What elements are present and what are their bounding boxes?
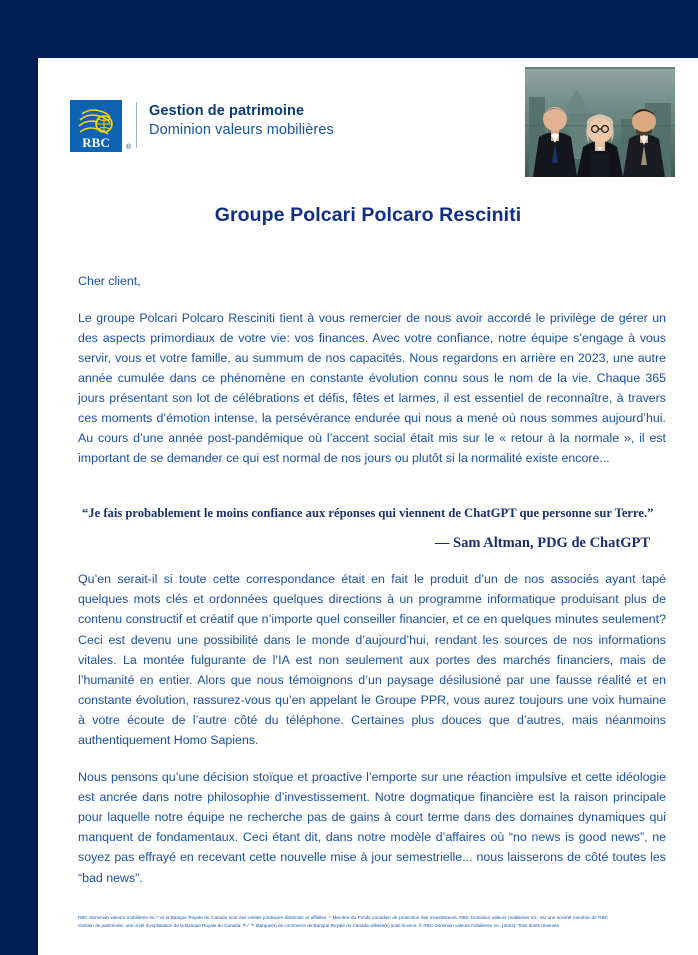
paragraph-ai: Qu’en serait-il si toute cette correspondance était en fait le produit d’un de nos associés ayant tapé quelques mots clés et ordonnées quelques directions à un programme informatique produisant plus de contenu constructif et créatif que n’importe quel conseiller financier, et ce en quelques minutes seulement? Ceci est devenu une possibilité dans le monde d’aujourd’hui, rendant les sources de nos informations vitales. La montée fulgurante de l’IA est non seulement aux portes des marchés financiers, mais de l’humanité en entier. Alors que nous témoignons d’un paysage désilusioné par une fausse réalité et en constante évolution, rassurez-vous qu’en appelant le Groupe PPR, vous aurez toujours une voix humaine à votre écoute de l’autre côté du téléphone. Certaines plus douces que d’autres, mais néanmoins authentiquement Homo Sapiens.	[78, 572, 666, 747]
quote-text: “Je fais probablement le moins confiance aux réponses qui viennent de ChatGPT que personne sur Terre.”	[82, 506, 654, 521]
quote-attribution: — Sam Altman, PDG de ChatGPT	[434, 535, 650, 552]
document-body	[38, 272, 698, 931]
document-header	[38, 58, 698, 188]
paragraph-intro: Le groupe Polcari Polcaro Resciniti tient à vous remercier de nous avoir accordé le privilège de gérer un des aspects primordiaux de votre vie: vos finances. Avec votre confiance, notre équipe s’engage à vous servir, vous et votre famille, au summum de nos capacités. Nous regardons en arrière en 2023, une autre année cumulée dans ce phénomène en constante évolution connu sous le nom de la vie. Chaque 365 jours présentant son lot de célébrations et défis, fêtes et larmes, il est essentiel de reconnaître, à travers ces moments d’émotion intense, la persévérance endurée qui nous a mené où nous sommes aujourd’hui. Au cours d’une année post-pandémique où l’accent social était mis sur le « retour à la normale », il est important de se demander ce qui est normal de nos jours ou plutôt si la normalité existe encore...	[78, 310, 666, 466]
team-photo	[525, 67, 675, 177]
logo-wordmark	[149, 100, 334, 139]
logo-divider	[136, 102, 137, 148]
paragraph-philosophy: Nous pensons qu’une décision stoïque et proactive l’emporte sur une réaction impulsive et cette idéologie est ancrée dans notre philosophie d’investissement. Notre dogmatique financière est la raison principale pour laquelle notre équipe ne recherche pas de gains à court terme dans des domaines dynamiques qui manquent de fondamentaux. Ceci étant dit, dans notre modèle d’affaires où “no news is good news”, ne soyez pas effrayé en recevant cette nouvelle mise à jour semestrielle... nous laisserons de côté toutes les “bad news”.	[78, 770, 666, 885]
logo-line-1: Gestion de patrimoine	[149, 103, 305, 119]
legal-disclaimer: RBC Dominion valeurs mobilières Inc.* et la Banque Royale du Canada sont des entités juridiques distinctes et affiliées. * Membre-du Fonds canadien de protection des investisseurs. RBC Dominion valeurs mobilières Inc. est une société membre de RBC Gestion de patrimoine, une unité d’exploitation de la Banque Royale du Canada. ® / ™ Marque(s) de commerce de Banque Royale du Canada utilisée(s) sous licence. © RBC Dominion valeurs mobilières Inc. (2024). Tous droits réservés.	[78, 914, 608, 929]
page-title: Groupe Polcari Polcaro Resciniti	[214, 204, 522, 226]
rbc-logo	[70, 100, 334, 152]
salutation: Cher client,	[78, 274, 141, 288]
registered-trademark-icon: ®	[125, 144, 131, 151]
document-page	[38, 58, 698, 955]
svg-text:RBC: RBC	[82, 135, 110, 150]
pull-quote	[78, 504, 666, 552]
rbc-shield-icon	[70, 100, 131, 152]
logo-line-2: Dominion valeurs mobilières	[149, 121, 334, 138]
